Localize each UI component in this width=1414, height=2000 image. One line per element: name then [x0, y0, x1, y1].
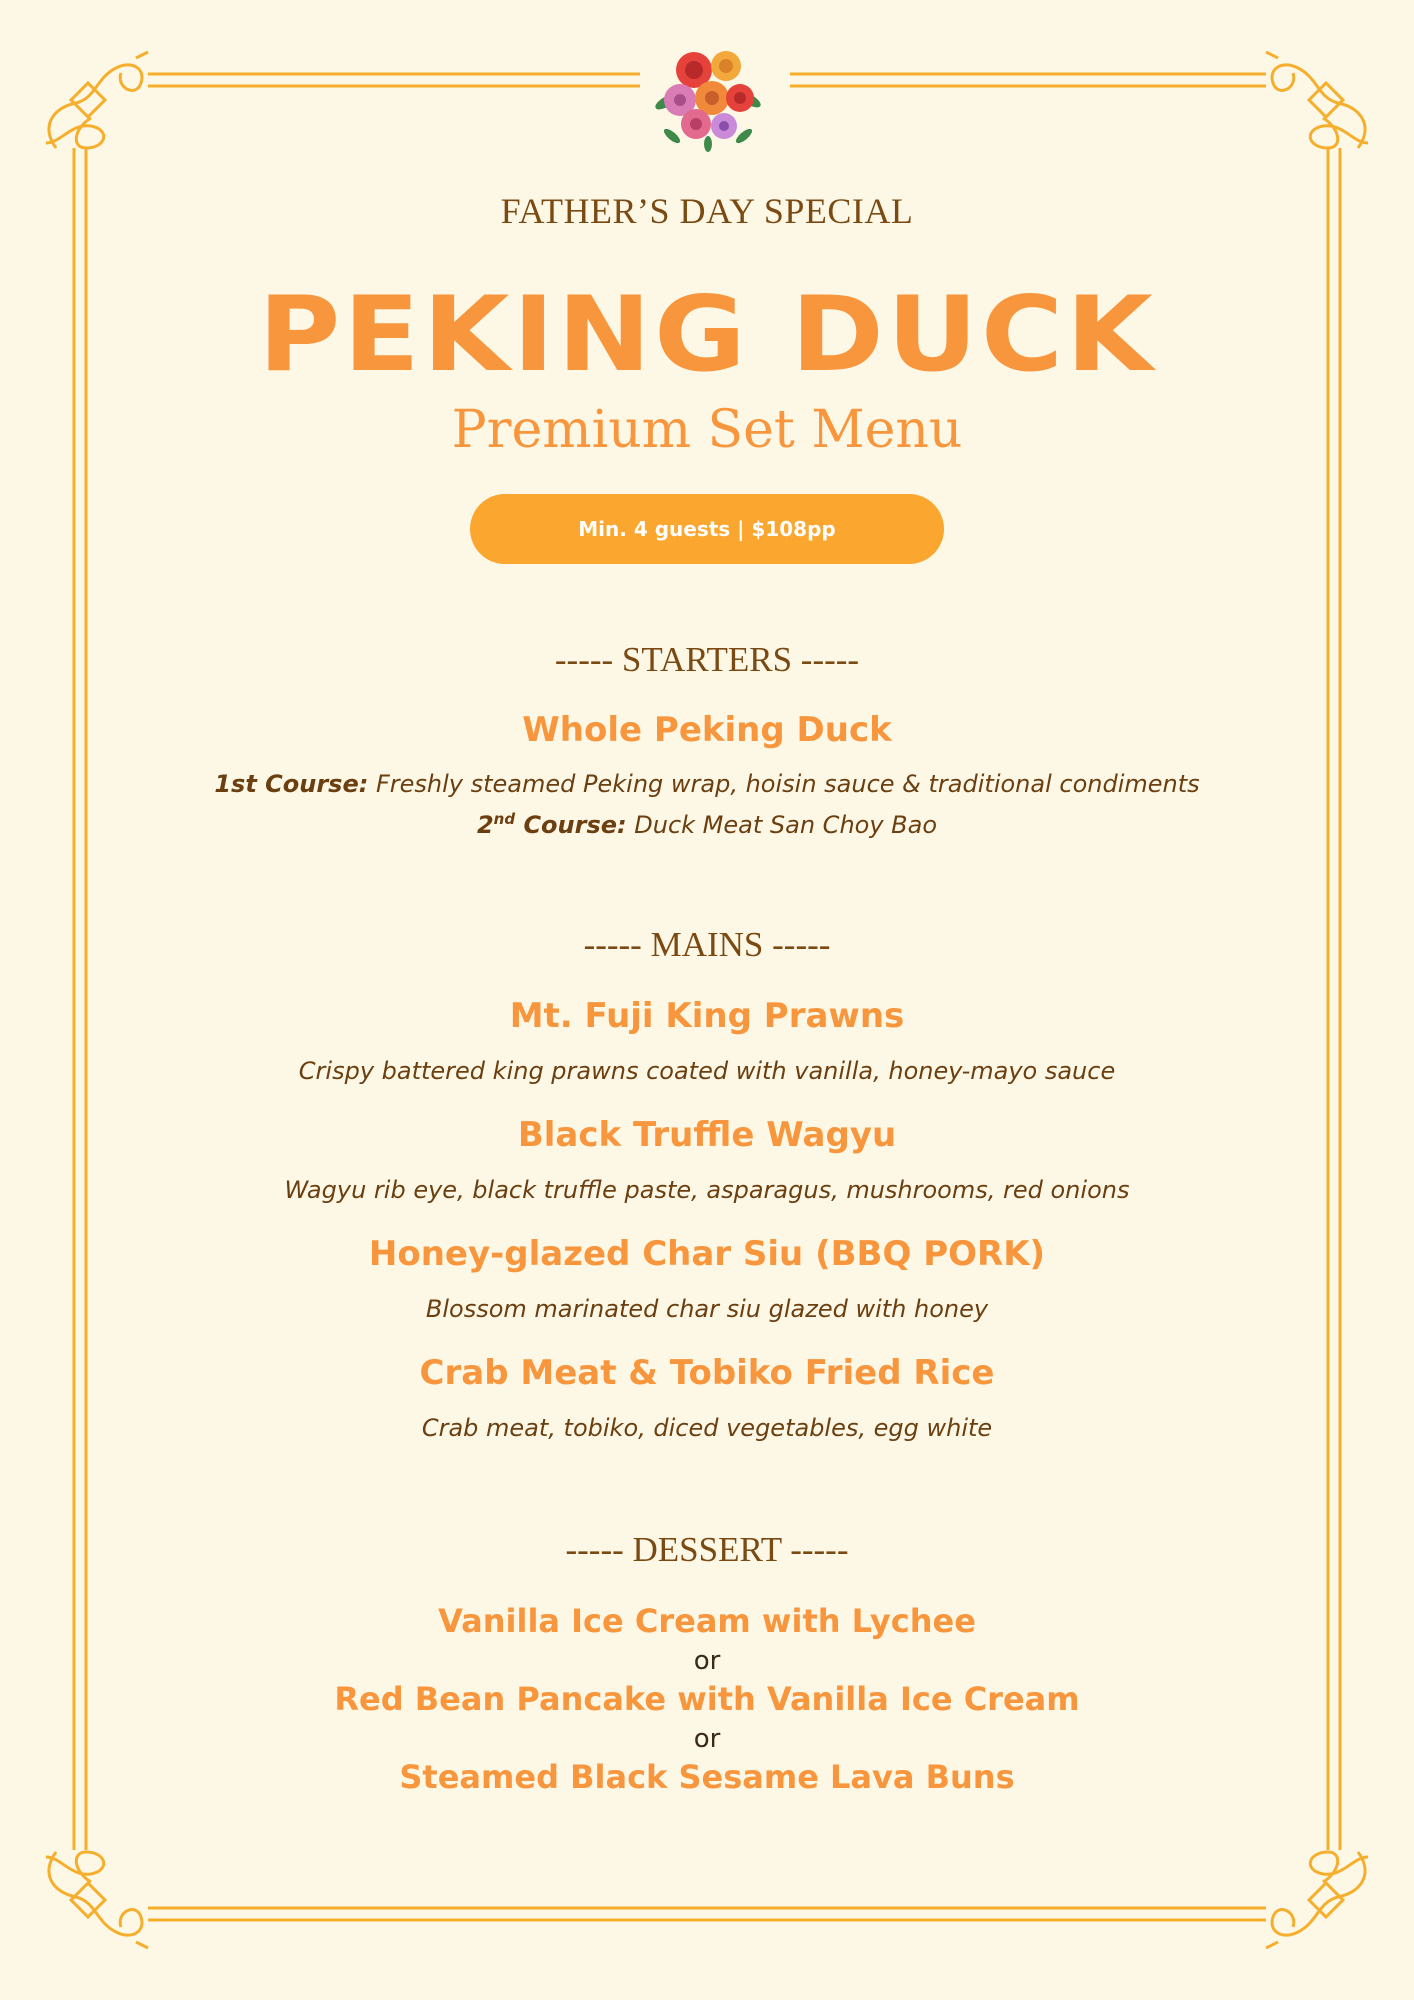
- course-description: Freshly steamed Peking wrap, hoisin sauce & traditional condiments: [375, 770, 1200, 798]
- course-ordinal-suffix: nd: [493, 810, 516, 828]
- dish-description: Crispy battered king prawns coated with vanilla, honey-mayo sauce: [298, 1057, 1116, 1085]
- section-heading-mains: ----- MAINS -----: [583, 925, 831, 964]
- menu-kicker: FATHER’S DAY SPECIAL: [500, 191, 914, 231]
- course-description: Duck Meat San Choy Bao: [634, 811, 938, 839]
- menu-subtitle: Premium Set Menu: [451, 400, 963, 460]
- knot-ornament-icon: [36, 1832, 156, 1952]
- dish-name: Mt. Fuji King Prawns: [509, 996, 905, 1036]
- dish-name: Whole Peking Duck: [522, 710, 892, 750]
- section-heading-starters: ----- STARTERS -----: [554, 640, 860, 679]
- section-heading-dessert: ----- DESSERT -----: [565, 1530, 849, 1569]
- or-separator: or: [693, 1724, 721, 1754]
- course-line-2: [0, 810, 1414, 839]
- dish-name: Black Truffle Wagyu: [517, 1115, 897, 1155]
- dish-name: Crab Meat & Tobiko Fried Rice: [419, 1353, 995, 1393]
- price-badge: Min. 4 guests | $108pp: [470, 494, 944, 564]
- course-label: 1st Course:: [214, 770, 369, 798]
- dish-description: Blossom marinated char siu glazed with honey: [425, 1295, 989, 1323]
- dessert-option: Steamed Black Sesame Lava Buns: [399, 1758, 1015, 1796]
- course-line-1: [0, 770, 1414, 798]
- dish-description: Wagyu rib eye, black truffle paste, asparagus, mushrooms, red onions: [284, 1176, 1130, 1204]
- dessert-option: Vanilla Ice Cream with Lychee: [438, 1602, 976, 1640]
- flower-bouquet-icon: [652, 40, 764, 152]
- dish-name: Honey-glazed Char Siu (BBQ PORK): [368, 1234, 1046, 1274]
- dish-description: Crab meat, tobiko, diced vegetables, egg white: [421, 1414, 993, 1442]
- course-label: Course:: [523, 811, 627, 839]
- course-number: 2: [476, 811, 494, 839]
- dessert-option: Red Bean Pancake with Vanilla Ice Cream: [334, 1680, 1080, 1718]
- knot-ornament-icon: [1258, 1832, 1378, 1952]
- or-separator: or: [693, 1646, 721, 1676]
- knot-ornament-icon: [1258, 48, 1378, 168]
- menu-title: PEKING DUCK: [258, 275, 1156, 395]
- knot-ornament-icon: [36, 48, 156, 168]
